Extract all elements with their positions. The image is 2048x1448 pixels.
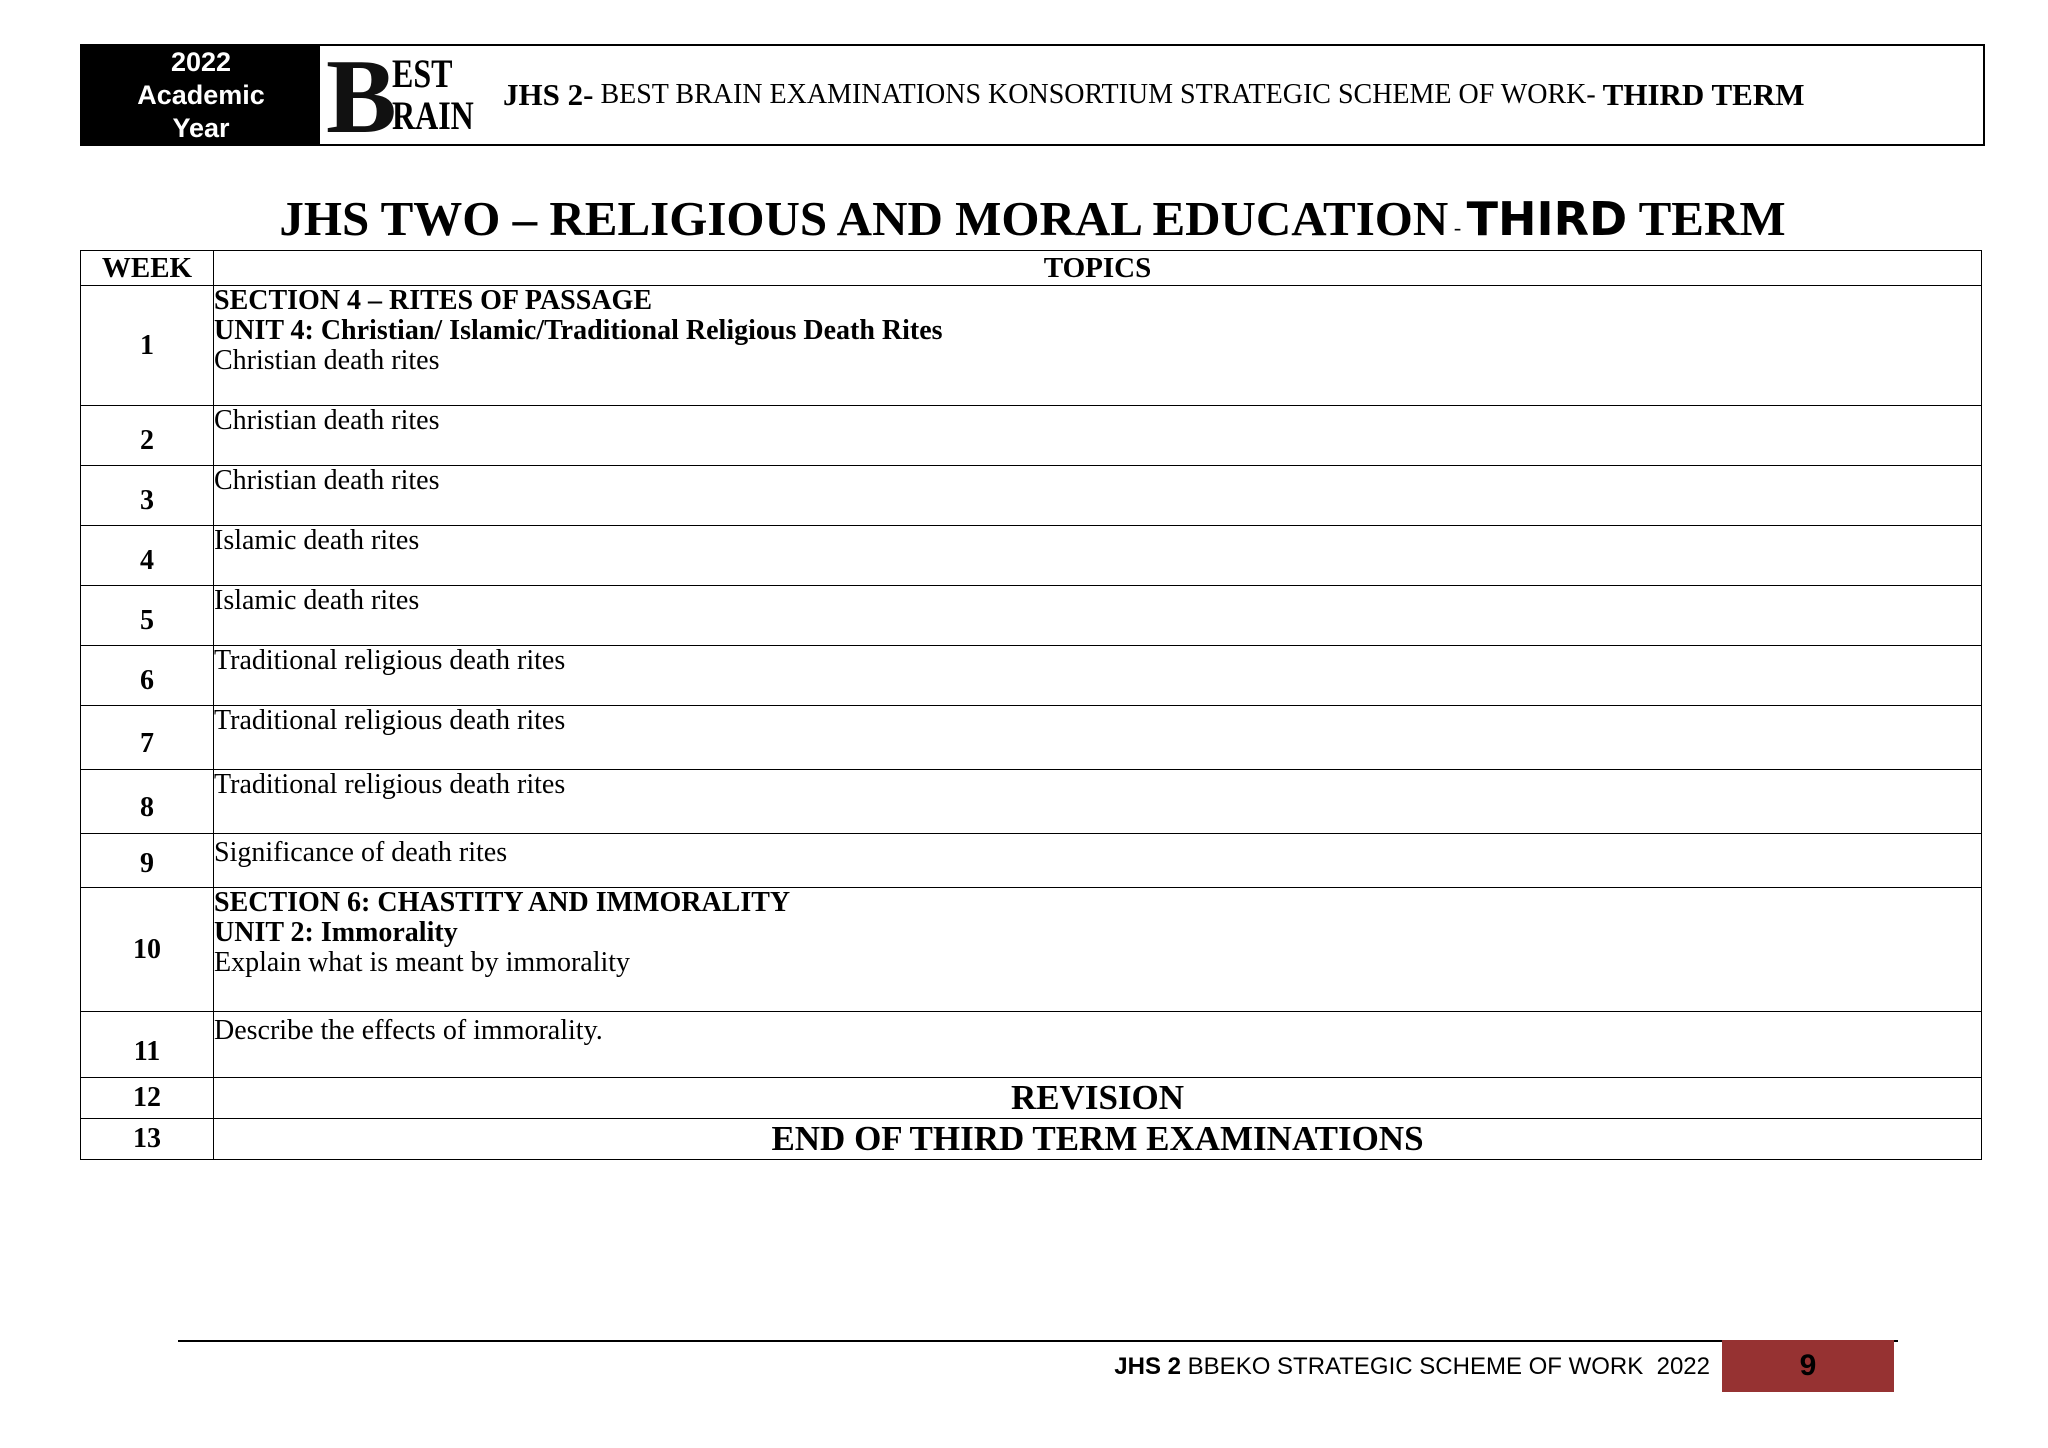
week-number: 8 [81,770,214,834]
topic-text: Islamic death rites [214,586,1982,646]
table-row [81,466,1982,526]
page-number: 9 [1722,1340,1894,1392]
table-row [81,286,1982,406]
table-row [81,706,1982,770]
unit-heading: UNIT 2: Immorality [214,917,458,948]
logo-big-letter: B [326,38,393,155]
unit-heading: UNIT 4: Christian/ Islamic/Traditional Religious Death Rites [214,315,943,346]
topic-cell [214,286,1982,406]
table-row [81,406,1982,466]
logo-word-rain: RAIN [392,93,474,138]
exams-label: END OF THIRD TERM EXAMINATIONS [214,1119,1982,1160]
topic-cell [214,888,1982,1012]
column-header-topics: TOPICS [214,251,1982,286]
week-number: 9 [81,834,214,888]
topic-text: Significance of death rites [214,834,1982,888]
topic-text: Christian death rites [214,406,1982,466]
week-number: 5 [81,586,214,646]
week-number: 2 [81,406,214,466]
table-row [81,1119,1982,1160]
table-row [81,888,1982,1012]
table-row [81,646,1982,706]
footer-prefix: JHS 2 [1114,1353,1181,1380]
year-label-academic: Academic [137,79,265,110]
topic-text: Christian death rites [214,345,440,376]
page-title-term: TERM [1627,191,1786,246]
page-title-third: THIRD [1466,192,1628,246]
header-title [475,46,1983,144]
page-title-dash: - [1448,215,1467,240]
topic-text: Christian death rites [214,466,1982,526]
week-number: 12 [81,1078,214,1119]
section-heading: SECTION 4 – RITES OF PASSAGE [214,285,652,316]
page-title [80,190,1985,257]
topic-text: Traditional religious death rites [214,770,1982,834]
column-header-week: WEEK [81,251,214,286]
footer-divider [178,1340,1898,1342]
table-header-row [81,251,1982,286]
best-brain-logo [320,38,475,155]
topic-text: Describe the effects of immorality. [214,1012,1982,1078]
footer-text: BBEKO STRATEGIC SCHEME OF WORK 2022 [1181,1353,1710,1380]
table-row [81,526,1982,586]
scheme-table [80,250,1982,1160]
section-heading: SECTION 6: CHASTITY AND IMMORALITY [214,887,791,918]
topic-text: Traditional religious death rites [214,646,1982,706]
page-header [80,38,1985,155]
header-title-term: THIRD TERM [1602,77,1805,112]
header-title-main: BEST BRAIN EXAMINATIONS KONSORTIUM STRATEGIC SCHEME OF WORK- [593,79,1603,110]
topic-text: Explain what is meant by immorality [214,947,631,978]
table-row [81,1078,1982,1119]
week-number: 10 [81,888,214,1012]
year-label-year: Year [172,112,230,143]
week-number: 11 [81,1012,214,1078]
table-row [81,770,1982,834]
table-row [81,834,1982,888]
footer-caption [1100,1350,1710,1384]
revision-label: REVISION [214,1078,1982,1119]
logo-word-est: EST [392,51,453,96]
header-title-prefix: JHS 2- [503,77,594,112]
week-number: 4 [81,526,214,586]
week-number: 3 [81,466,214,526]
week-number: 13 [81,1119,214,1160]
week-number: 1 [81,286,214,406]
table-row [81,586,1982,646]
page-title-main: JHS TWO – RELIGIOUS AND MORAL EDUCATION [279,191,1449,246]
topic-text: Islamic death rites [214,526,1982,586]
year-number: 2022 [170,46,232,77]
week-number: 7 [81,706,214,770]
academic-year-badge [82,46,320,144]
topic-text: Traditional religious death rites [214,706,1982,770]
table-row [81,1012,1982,1078]
week-number: 6 [81,646,214,706]
